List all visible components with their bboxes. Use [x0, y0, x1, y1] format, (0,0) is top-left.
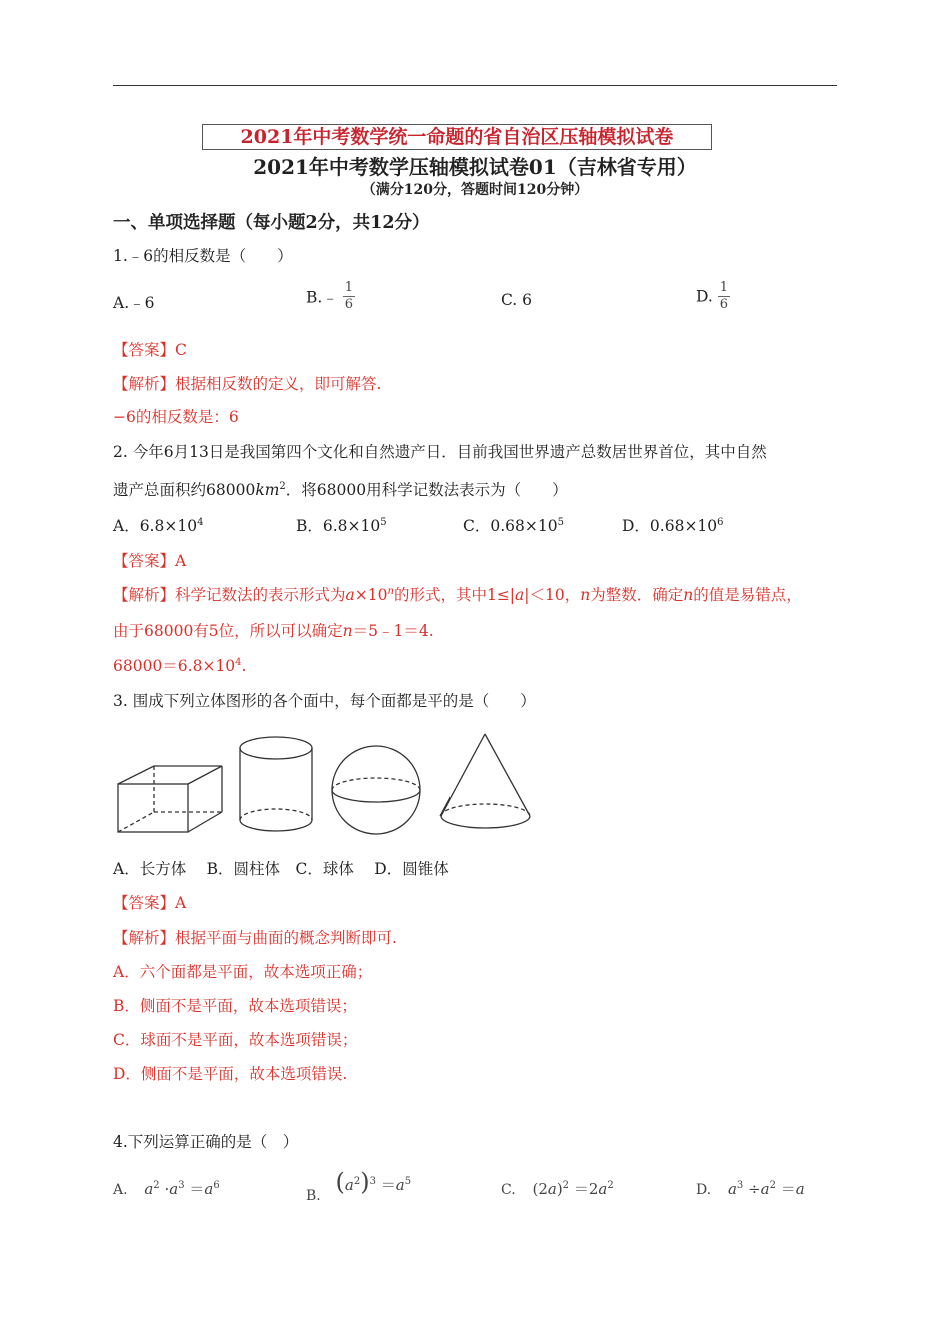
q4-option-a [113, 1178, 220, 1199]
q1-note: −6的相反数是：6 [113, 408, 239, 426]
fraction-denominator: 6 [344, 297, 354, 312]
var-a: a [345, 586, 355, 604]
analysis-text: |＜10， [524, 586, 581, 604]
var-a: a [204, 1180, 214, 1198]
top-rule [113, 85, 837, 86]
q2-option-b [296, 514, 387, 536]
q4-stem: 4.下列运算正确的是（ ） [113, 1133, 299, 1151]
q1-option-b [306, 280, 355, 313]
op-eq: ＝ [780, 1180, 796, 1198]
fraction-denominator: 6 [719, 297, 729, 312]
op-div: ÷ [748, 1180, 761, 1198]
analysis-text: 根据平面与曲面的概念判断即可. [175, 929, 397, 947]
var-a: a [169, 1180, 179, 1198]
banner-title: 2021年中考数学统一命题的省自治区压轴模拟试卷 [202, 124, 712, 150]
q4-option-c [501, 1178, 614, 1199]
q2-analysis [113, 583, 802, 605]
analysis-text: ＝5﹣1＝4. [352, 622, 434, 640]
exponent: 2 [153, 1180, 160, 1191]
q2-option-c [463, 514, 564, 536]
var-a: a [760, 1180, 770, 1198]
analysis-text: 的值是易错点， [693, 586, 802, 604]
option-label: C. [501, 1182, 516, 1198]
paren-open: ( [335, 1168, 345, 1196]
paren-open: ( [532, 1180, 539, 1198]
q1-option-d-prefix: D. [696, 287, 713, 306]
q3-options: A．长方体 B．圆柱体 C．球体 D．圆锥体 [113, 860, 449, 878]
option-exponent: 5 [380, 516, 387, 528]
option-base: A．6.8×10 [113, 517, 198, 535]
section-heading: 一、单项选择题（每小题2分，共12分） [113, 213, 430, 233]
var-a: a [515, 586, 525, 604]
analysis-text: 根据相反数的定义，即可解答. [175, 375, 382, 393]
exponent: 6 [213, 1180, 220, 1191]
var-a: a [144, 1180, 154, 1198]
q1-answer: 【答案】C [113, 341, 187, 359]
var-n: n [580, 586, 591, 604]
q2-answer: 【答案】A [113, 552, 187, 570]
option-exponent: 4 [197, 516, 204, 528]
op-eq: ＝ [189, 1180, 205, 1198]
q3-analysis [113, 926, 397, 948]
op-eq: ＝ [380, 1176, 396, 1194]
q1-option-b-prefix: B.﹣ [306, 288, 338, 307]
exponent: 2 [769, 1180, 776, 1191]
q3-explain-d: D．侧面不是平面，故本选项错误. [113, 1065, 348, 1083]
option-exponent: 6 [717, 516, 724, 528]
q4-option-d [696, 1178, 805, 1199]
analysis-text: 为整数．确定 [590, 586, 684, 604]
var-n: n [342, 622, 353, 640]
var-a: a [344, 1176, 354, 1194]
exponent: 3 [178, 1180, 185, 1191]
result-end: . [241, 657, 247, 675]
analysis-text: 由于68000有5位，所以可以确定 [113, 622, 343, 640]
q2-stem-text-b: ．将68000用科学记数法表示为（ ） [285, 481, 568, 499]
q3-stem: 3. 围成下列立体图形的各个面中，每个面都是平的是（ ） [113, 692, 536, 710]
q1-option-c: C. 6 [501, 291, 533, 309]
q1-option-a: A.﹣6 [113, 294, 155, 312]
var-n: n [683, 586, 694, 604]
paren-close: ) [556, 1180, 563, 1198]
q3-explain-a: A．六个面都是平面，故本选项正确； [113, 963, 373, 981]
q2-result [113, 654, 246, 676]
q1-stem: 1.﹣6的相反数是（ ） [113, 247, 293, 265]
analysis-label: 【解析】 [113, 586, 176, 604]
analysis-text: ×10 [354, 586, 388, 604]
q2-stem-text-a: 遗产总面积约68000 [113, 481, 256, 499]
option-base: B．6.8×10 [296, 517, 381, 535]
exponent: 3 [369, 1176, 376, 1187]
op-eq: ＝ [573, 1180, 589, 1198]
exponent: 2 [607, 1180, 614, 1191]
page-subtitle: （满分120分，答题时间120分钟） [361, 182, 589, 198]
analysis-label: 【解析】 [113, 929, 176, 947]
sphere-figure [332, 746, 420, 834]
q3-answer: 【答案】A [113, 894, 187, 912]
q1-option-d-fraction [718, 280, 730, 313]
q2-unit-exp: 2 [279, 480, 286, 492]
option-label: D. [696, 1182, 712, 1198]
q2-analysis-line2 [113, 619, 434, 641]
solid-figures-illustration [110, 728, 450, 840]
q1-option-d [696, 280, 730, 313]
q2-stem-line1: 2. 今年6月13日是我国第四个文化和自然遗产日．目前我国世界遗产总数居世界首位，其中自然 [113, 443, 767, 461]
q3-explain-c: C．球面不是平面，故本选项错误； [113, 1031, 358, 1049]
var-a: a [795, 1180, 805, 1198]
q2-stem-line2 [113, 478, 568, 500]
cone-illustration [436, 728, 536, 840]
exponent: 5 [404, 1176, 412, 1187]
q2-unit-km: km [255, 481, 280, 499]
fraction-numerator: 1 [344, 280, 354, 295]
op-dot: · [164, 1180, 170, 1198]
cylinder-figure [240, 737, 312, 831]
cuboid-figure [118, 766, 222, 832]
fraction-numerator: 1 [719, 280, 729, 295]
q2-option-d [622, 514, 724, 536]
result-exponent: 4 [235, 656, 242, 668]
var-a: a [395, 1176, 405, 1194]
analysis-label: 【解析】 [113, 375, 176, 393]
option-exponent: 5 [557, 516, 564, 528]
q2-option-a [113, 514, 203, 536]
exponent: 2 [562, 1180, 570, 1191]
q4-option-b [306, 1168, 412, 1204]
analysis-text: 的形式，其中1≤| [393, 586, 516, 604]
analysis-text: 科学记数法的表示形式为 [175, 586, 346, 604]
q1-option-b-fraction [343, 280, 355, 313]
var-a: a [598, 1180, 608, 1198]
q3-explain-b: B．侧面不是平面，故本选项错误； [113, 997, 357, 1015]
exponent: 2 [353, 1176, 361, 1187]
paren-close: ) [360, 1168, 370, 1196]
coefficient: 2 [538, 1180, 548, 1198]
var-a: a [727, 1180, 737, 1198]
option-base: C．0.68×10 [463, 517, 558, 535]
q1-analysis [113, 372, 381, 394]
option-label: B. [306, 1188, 321, 1204]
result-base: 68000＝6.8×10 [113, 657, 236, 675]
option-label: A. [113, 1182, 128, 1198]
option-base: D．0.68×10 [622, 517, 718, 535]
var-n: n [387, 585, 394, 597]
exponent: 3 [736, 1180, 744, 1191]
var-a: a [547, 1180, 557, 1198]
coefficient: 2 [588, 1180, 599, 1198]
page-title: 2021年中考数学压轴模拟试卷01（吉林省专用） [253, 155, 697, 179]
